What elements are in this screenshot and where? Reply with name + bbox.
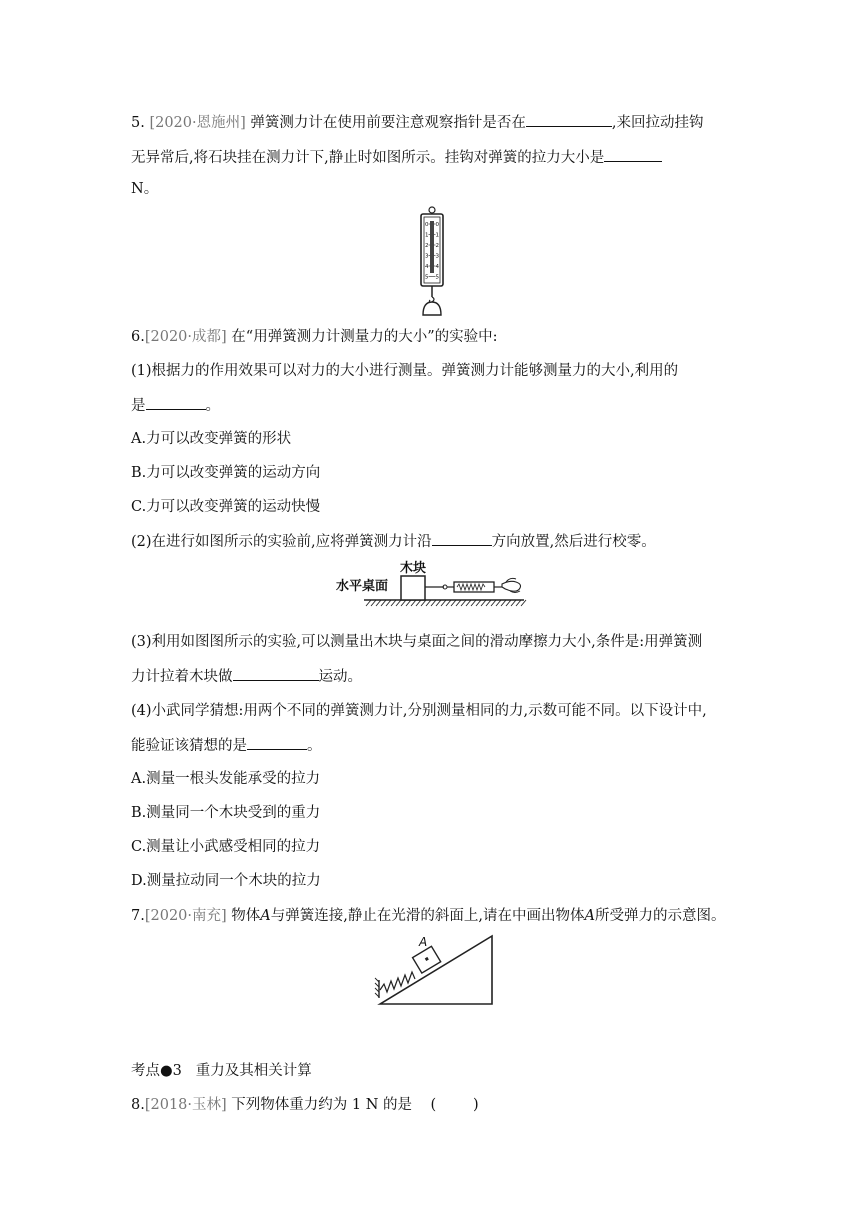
label-a: A [419, 935, 428, 949]
q6-option-b-text: B.力可以改变弹簧的运动方向 [131, 465, 321, 481]
section-title: 重力及其相关计算 [195, 1063, 312, 1079]
q5-number: 5. [131, 115, 150, 131]
scale-tick-label: 1 [435, 232, 439, 239]
q5-text-2a: 无异常后,将石块挂在测力计下,静止时如图所示。挂钩对弹簧的拉力大小是 [131, 150, 605, 166]
q6-p3-line-2 [131, 666, 362, 687]
q6-p4b: 能验证该猜想的是 [131, 738, 247, 754]
q6-option-b4-text: B.测量同一个木块受到的重力 [131, 805, 321, 821]
q8-source: [2018·玉林] [144, 1097, 227, 1113]
q7-var-b: A [584, 908, 595, 924]
q6-option-b4 [131, 803, 320, 823]
q6-p2-line [131, 531, 656, 552]
q6-p4-line-1 [131, 701, 707, 721]
section-heading [131, 1061, 312, 1081]
q5-line-2 [131, 147, 662, 168]
q6-option-d4 [131, 871, 321, 891]
stone-icon [423, 302, 441, 315]
q6-p3b-end: 运动。 [318, 669, 362, 685]
q6-option-a4 [131, 769, 320, 789]
scale-tick-label: 2 [425, 243, 429, 249]
q8-answer-paren: ( ) [430, 1097, 479, 1113]
table-hatching [366, 600, 526, 606]
q6-p3a: (3)利用如图图所示的实验,可以测量出木块与桌面之间的滑动摩擦力大小,条件是:用弹簧测 [131, 634, 703, 650]
q6-blank-2[interactable] [432, 531, 492, 546]
q6-p3b: 力计拉着木块做 [131, 669, 233, 685]
q6-p2a: (2)在进行如图所示的实验前,应将弹簧测力计沿 [131, 534, 432, 550]
q6-option-a-text: A.力可以改变弹簧的形状 [131, 431, 292, 447]
q6-option-c-text: C.力可以改变弹簧的运动快慢 [131, 499, 321, 515]
q6-option-c [131, 497, 320, 517]
q6-source: [2020·成都] [144, 329, 227, 345]
q7-var-a: A [260, 908, 271, 924]
hand-icon [502, 581, 521, 591]
q6-intro: 在“用弹簧测力计测量力的大小”的实验中: [226, 329, 498, 345]
scale-tick-label: 5 [425, 274, 429, 281]
q6-p4a: (4)小武同学猜想:用两个不同的弹簧测力计,分别测量相同的力,示数可能不同。以下设计中, [131, 703, 707, 719]
q7-number: 7. [131, 908, 145, 924]
scale-tick-label: 3 [435, 253, 439, 260]
q6-p3-line-1 [131, 632, 702, 652]
q7-line [131, 906, 725, 926]
q6-option-a4-text: A.测量一根头发能承受的拉力 [131, 771, 321, 787]
q8-text: 下列物体重力约为 1 N 的是 [226, 1097, 413, 1113]
q5-text-1a: 弹簧测力计在使用前要注意观察指针是否在 [245, 115, 526, 131]
q6-p1b: 是 [131, 398, 146, 414]
spring-scale-figure [412, 205, 452, 317]
q5-text-3: N。 [131, 181, 159, 197]
q8-number: 8. [131, 1097, 145, 1113]
scale-tick-label: 2 [435, 243, 439, 249]
q6-number: 6. [131, 329, 145, 345]
scale-tick-label: 0 [425, 222, 429, 228]
q6-p1-line-2 [131, 395, 220, 416]
q6-option-c4 [131, 837, 320, 857]
label-wood-block: 木块 [400, 561, 427, 576]
q6-p4-line-2 [131, 735, 322, 756]
q6-option-c4-text: C.测量让小武感受相同的拉力 [131, 839, 321, 855]
q7-source: [2020·南充] [144, 908, 227, 924]
q6-p1a: (1)根据力的作用效果可以对力的大小进行测量。弹簧测力计能够测量力的大小,利用的 [131, 363, 679, 379]
q6-p1b-end: 。 [205, 398, 220, 414]
scale-tick-label: 0 [435, 222, 439, 228]
scale-tick-label: 5 [435, 274, 439, 281]
section-label: 考点●3 [131, 1063, 182, 1079]
scale-tick-label: 4 [435, 264, 439, 270]
q5-text-1b: ,来回拉动挂钩 [611, 115, 704, 131]
q6-blank-3[interactable] [233, 666, 319, 681]
q6-option-d4-text: D.测量拉动同一个木块的拉力 [131, 873, 321, 889]
q6-blank-1[interactable] [146, 395, 206, 410]
q8-line [131, 1095, 479, 1115]
scale-tick-label: 1 [425, 232, 429, 239]
incline-figure [366, 930, 496, 1010]
q7-text-c: 所受弹力的示意图。 [594, 908, 726, 924]
q5-source: [2020·恩施州] [149, 115, 246, 131]
q6-blank-4[interactable] [247, 735, 307, 750]
q7-text-a: 物体 [226, 908, 261, 924]
q6-p2b: 方向放置,然后进行校零。 [491, 534, 656, 550]
wood-block [401, 576, 425, 600]
q6-intro-line [131, 327, 498, 347]
q6-p1-line-1 [131, 361, 678, 381]
q6-option-b [131, 463, 320, 483]
q5-line-3 [131, 179, 158, 199]
label-horizontal-table: 水平桌面 [336, 579, 389, 594]
q6-option-a [131, 429, 291, 449]
scale-tick-label: 3 [425, 253, 429, 260]
q7-text-b: 与弹簧连接,静止在光滑的斜面上,请在中画出物体 [270, 908, 585, 924]
q5-blank-2[interactable] [604, 147, 662, 162]
q5-blank-1[interactable] [526, 112, 612, 127]
block-on-table-figure [334, 558, 530, 614]
q5-line-1 [131, 112, 704, 133]
incline-triangle [380, 936, 492, 1004]
q6-p4b-end: 。 [307, 738, 322, 754]
scale-tick-label: 4 [425, 264, 429, 270]
